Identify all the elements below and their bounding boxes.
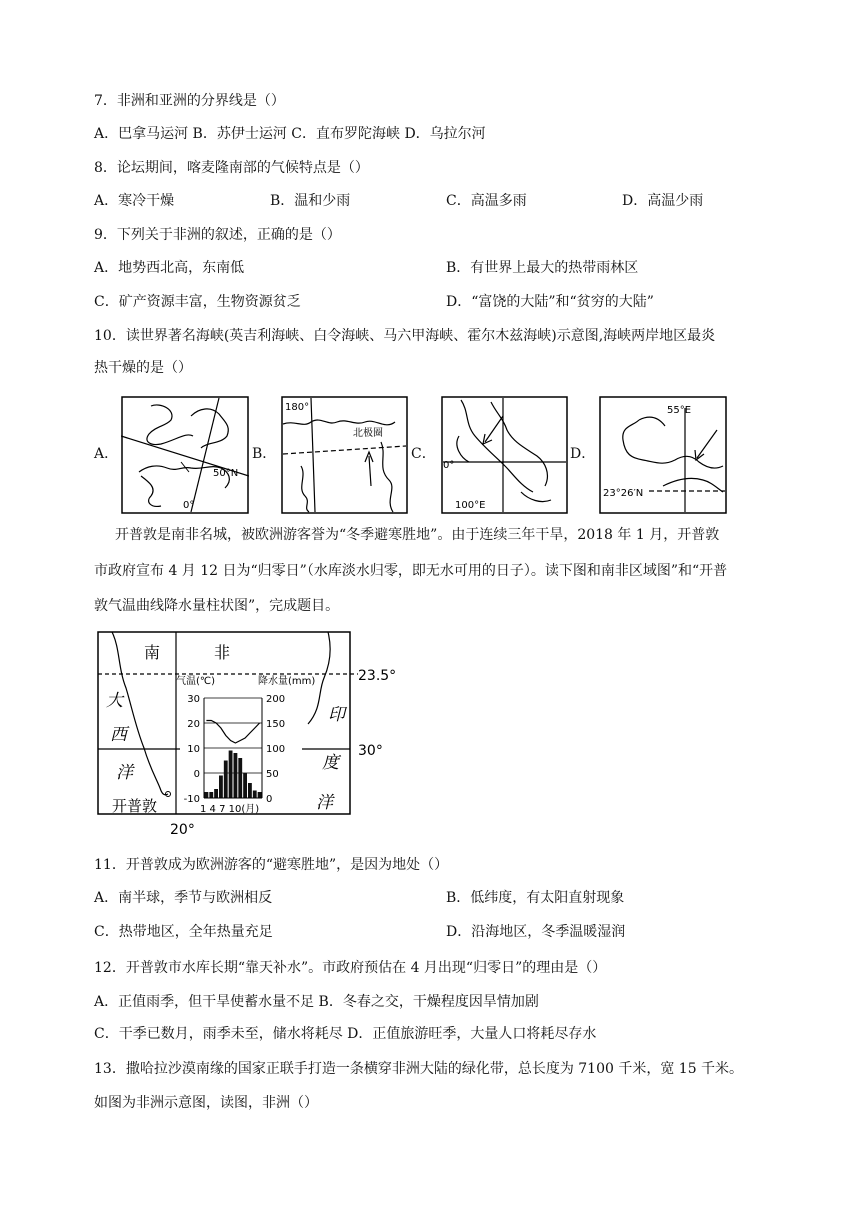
temp-tick-label: 20 [187, 719, 200, 730]
q10-label-c: C． [411, 446, 436, 462]
indian-char-2: 度 [322, 753, 339, 773]
precip-bar [258, 792, 262, 798]
map-b-lon-label: 180° [285, 402, 310, 413]
q10-stem-line1: 10．读世界著名海峡(英吉利海峡、白令海峡、马六甲海峡、霍尔木兹海峡)示意图,海峡两岸地区最炎 [94, 328, 716, 344]
q13-line-2: 如图为非洲示意图，读图，非洲（） [94, 1095, 318, 1111]
temp-tick-label: -10 [183, 794, 200, 805]
precip-bar [248, 783, 252, 798]
precip-bar [243, 773, 247, 798]
map-d-lat-label: 23°26′N [603, 488, 644, 499]
temp-tick-label: 10 [187, 744, 200, 755]
q10-label-a: A． [94, 446, 119, 462]
passage-line-1: 开普敦是南非名城，被欧洲游客誉为“冬季避寒胜地”。由于连续三年干旱，2018 年 1 月，开普敦 [115, 527, 720, 543]
strait-map-b [281, 396, 408, 514]
q10-stem-line2: 热干燥的是（） [94, 360, 192, 376]
precip-bar [205, 792, 209, 798]
atlantic-char-2: 西 [110, 725, 127, 745]
map-b-circle-label: 北极圈 [353, 428, 383, 439]
map-c-lon-label: 100°E [455, 500, 486, 511]
temp-tick-label: 0 [193, 769, 200, 780]
precip-bar [234, 753, 238, 798]
capetown-region-map [96, 628, 416, 840]
atlantic-char-1: 大 [106, 691, 123, 711]
q8-option-b: B．温和少雨 [270, 193, 351, 209]
precip-bar [224, 761, 228, 799]
strait-map-d [599, 396, 727, 514]
precip-tick-label: 0 [266, 794, 273, 805]
temp-axis-label: 气温(℃) [176, 676, 216, 687]
q11-option-c: C．热带地区，全年热量充足 [94, 924, 273, 940]
q12-stem: 12．开普敦市水库长期“靠天补水”。市政府预估在 4 月出现“归零日”的理由是（） [94, 960, 607, 976]
q9-option-d: D．“富饶的大陆”和“贫穷的大陆” [446, 294, 654, 310]
atlantic-char-3: 洋 [116, 763, 133, 783]
map-a-lat-label: 50°N [213, 468, 239, 479]
precip-bar [253, 791, 257, 799]
precip-bar [238, 758, 242, 798]
map-c-lat-label: 0° [443, 460, 455, 471]
q9-option-b: B．有世界上最大的热带雨林区 [446, 260, 639, 276]
q7-stem: 7．非洲和亚洲的分界线是（） [94, 93, 285, 109]
passage-line-3: 敦气温曲线降水量柱状图”，完成题目。 [94, 598, 340, 614]
precip-tick-label: 50 [266, 769, 279, 780]
q8-option-c: C．高温多雨 [446, 193, 527, 209]
month-ticks: 1 4 7 10(月) [200, 804, 260, 815]
q10-label-b: B． [252, 446, 277, 462]
map-d-lon-label: 55°E [667, 405, 692, 416]
precip-axis-label: 降水量(mm) [258, 676, 316, 687]
passage-line-2: 市政府宣布 4 月 12 日为“归零日”（水库淡水归零，即无水可用的日子）。读下图和南非区域图”和“开普 [94, 563, 728, 579]
lon-20-label: 20° [170, 822, 195, 838]
q11-option-b: B．低纬度，有太阳直射现象 [446, 890, 625, 906]
temp-tick-label: 30 [187, 694, 200, 705]
precip-bar [209, 792, 213, 798]
map-a-lon-label: 0° [183, 500, 195, 511]
precip-bar [219, 776, 223, 799]
precip-tick-label: 100 [266, 744, 286, 755]
lat-30-label: 30° [358, 743, 383, 759]
indian-char-1: 印 [328, 705, 345, 725]
q10-label-d: D． [570, 446, 596, 462]
q8-stem: 8．论坛期间，喀麦隆南部的气候特点是（） [94, 160, 369, 176]
q12-options-ab: A．正值雨季，但干旱使蓄水量不足 B．冬春之交，干燥程度因旱情加剧 [94, 994, 539, 1010]
strait-map-c [441, 396, 568, 514]
q9-option-a: A．地势西北高，东南低 [94, 260, 245, 276]
map-label-south: 南 [144, 643, 161, 662]
q12-options-cd: C．干季已数月，雨季未至，储水将耗尽 D．正值旅游旺季，大量人口将耗尽存水 [94, 1026, 597, 1042]
capetown-label: 开普敦 [112, 797, 158, 815]
q9-stem: 9．下列关于非洲的叙述，正确的是（） [94, 227, 341, 243]
precip-tick-label: 150 [266, 719, 286, 730]
strait-map-a [121, 396, 249, 514]
lat-23-5-label: 23.5° [358, 668, 397, 684]
q9-option-c: C．矿产资源丰富，生物资源贫乏 [94, 294, 301, 310]
q11-option-d: D．沿海地区，冬季温暖湿润 [446, 924, 626, 940]
precip-tick-label: 200 [266, 694, 286, 705]
q8-option-a: A．寒冷干燥 [94, 193, 175, 209]
q11-stem: 11．开普敦成为欧洲游客的“避寒胜地”，是因为地处（） [94, 857, 449, 873]
indian-char-3: 洋 [316, 793, 333, 813]
precip-bar [214, 789, 218, 798]
q7-options: A．巴拿马运河 B．苏伊士运河 C．直布罗陀海峡 D．乌拉尔河 [94, 126, 486, 142]
map-label-africa: 非 [214, 643, 231, 662]
precip-bar [229, 751, 233, 799]
q8-option-d: D．高温少雨 [622, 193, 704, 209]
q11-option-a: A．南半球，季节与欧洲相反 [94, 890, 273, 906]
q13-line-1: 13．撒哈拉沙漠南缘的国家正联手打造一条横穿非洲大陆的绿化带，总长度为 7100 千米，宽 15 千米。 [94, 1061, 744, 1077]
